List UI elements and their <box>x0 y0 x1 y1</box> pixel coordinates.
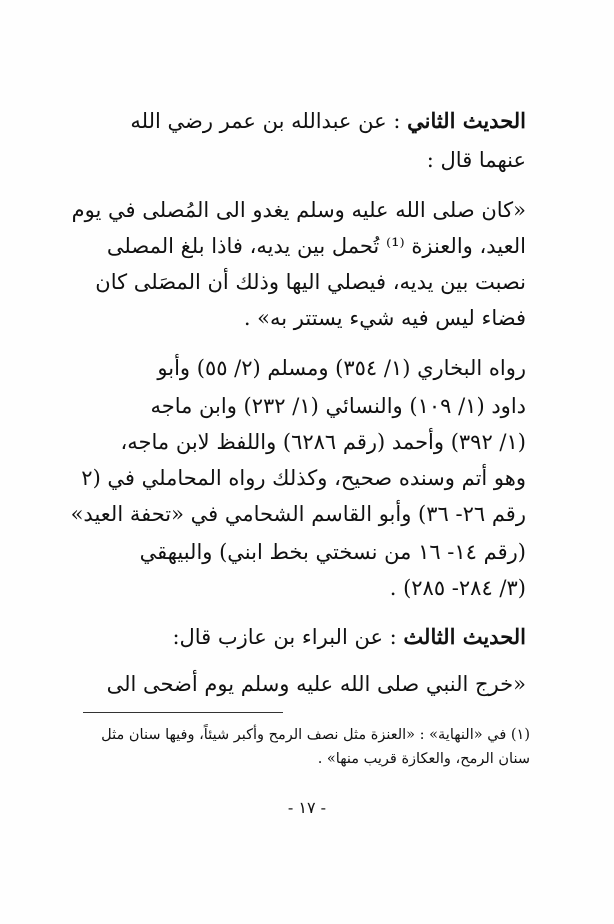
sources-line: رقم ٢٦- ٣٦) وأبو القاسم الشحامي في «تحفة العيد» <box>70 502 526 526</box>
sources-line: (١/ ٣٩٢) وأحمد (رقم ٦٢٨٦) واللفظ لابن ماجه، <box>120 430 526 454</box>
sources-line: رواه البخاري (١/ ٣٥٤) ومسلم (٢/ ٥٥) وأبو <box>157 356 526 380</box>
footnote-line: (١) في «النهاية» : «العنزة مثل نصف الرمح وأكبر شيئاً، وفيها سنان مثل <box>101 727 530 743</box>
sources-line: (٣/ ٢٨٤- ٢٨٥) . <box>389 576 526 600</box>
quote-line: فضاء ليس فيه شيء يستتر به» . <box>243 306 526 330</box>
sources-line: (رقم ١٤- ١٦ من نسختي بخط ابني) والبيهقي <box>139 540 526 564</box>
hadith3-title: الحديث الثالث <box>403 624 526 649</box>
hadith2-heading-line <box>130 110 526 132</box>
sources-line: داود (١/ ١٠٩) والنسائي (١/ ٢٣٢) وابن ماجه <box>150 394 526 418</box>
hadith3-text: «خرج النبي صلى الله عليه وسلم يوم أضحى الى <box>106 672 526 696</box>
hadith2-intro-cont: عنهما قال : <box>426 148 526 172</box>
page-number: - ١٧ - <box>287 798 327 817</box>
quote-line: العيد، والعنزة ⁽¹⁾ تُحمل بين يديه، فاذا بلغ المصلى <box>106 234 526 258</box>
quote-line: نصبت بين يديه، فيصلي اليها وذلك أن المصَلى كان <box>95 270 526 294</box>
quote-line: «كان صلى الله عليه وسلم يغدو الى المُصلى في يوم <box>71 198 526 222</box>
sources-line: وهو أتم وسنده صحيح، وكذلك رواه المحاملي في (٢ <box>81 466 526 490</box>
footnote-divider <box>83 712 283 713</box>
hadith2-title: الحديث الثاني <box>407 108 526 133</box>
hadith3-intro: : عن البراء بن عازب قال: <box>172 625 397 649</box>
footnote-line: سنان الرمح، والعكازة قريب منها» . <box>317 751 530 767</box>
hadith2-intro: : عن عبدالله بن عمر رضي الله <box>130 109 401 133</box>
hadith3-heading-line <box>172 626 526 648</box>
